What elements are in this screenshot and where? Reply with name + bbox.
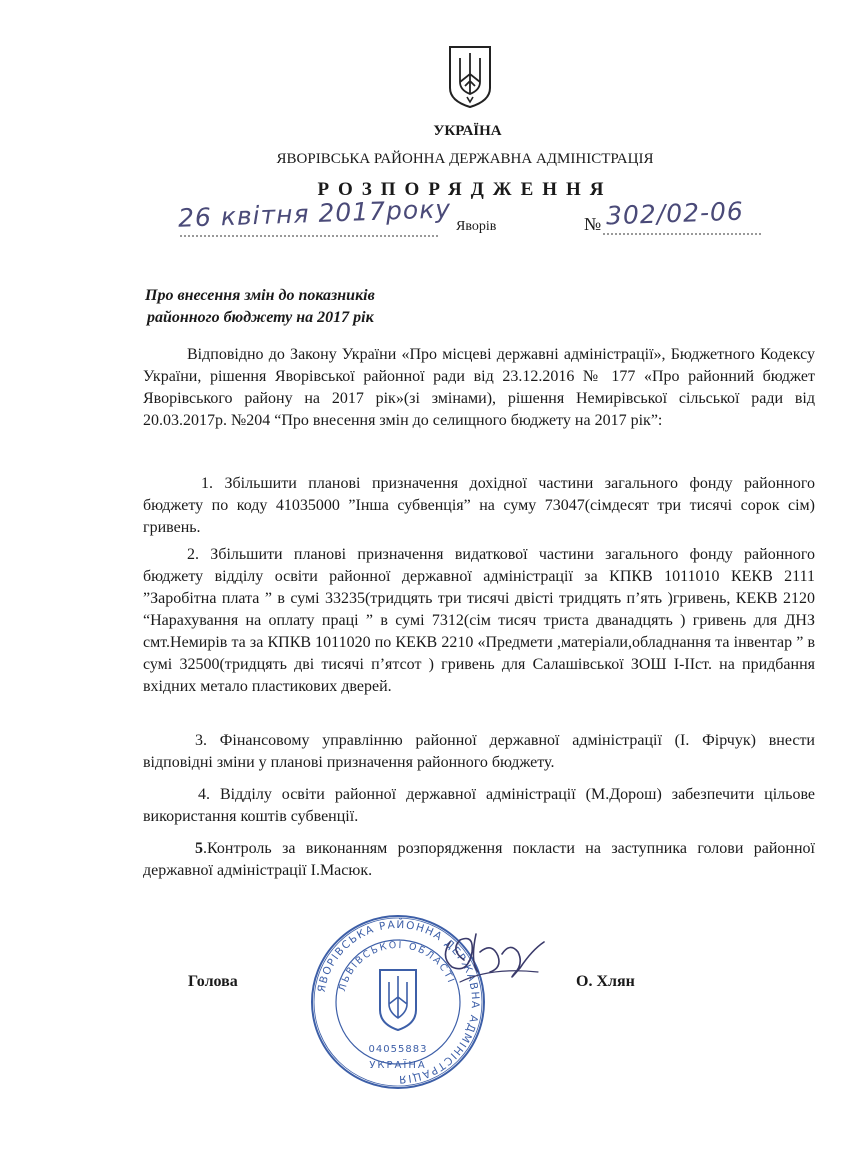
document-place: Яворів xyxy=(456,219,497,234)
item-4-paragraph: 4. Відділу освіти районної державної адміністрації (М.Дорош) забезпечити цільове використання коштів субвенції. xyxy=(143,786,815,825)
signatory-name: О. Хлян xyxy=(576,973,635,990)
handwritten-number: 302/02-06 xyxy=(605,196,745,231)
trident-emblem-icon xyxy=(447,44,493,110)
item-2-paragraph: 2. Збільшити планові призначення видаткової частини загального фонду районного бюджету відділу освіти районної державної адміністрації за КПКВ 1011010 КЕКВ 2111 ”Заробітна плата ” в сумі 33235(тридцять три тисячі двісті тридцять п’ять )гривень, КЕКВ 2120 “Нарахування на оплату праці ” в сумі 7312(сім тисяч триста дванадцять ) гривень для ДНЗ смт.Немирів та за КПКВ 1011020 по КЕКВ 2210 «Предмети ,матеріали,обладнання та інвентар ” в сумі 32500(тридцять дві тисячі п’ятсот ) гривень для Салашівської ЗОШ І-ІІст. на придбання вхідних метало пластикових дверей. xyxy=(143,546,815,695)
stamp-country: УКРАЇНА xyxy=(369,1060,427,1071)
preamble-paragraph: Відповідно до Закону України «Про місцеві державні адміністрації», Бюджетного Кодексу України, рішення Яворівської районної ради від 23.12.2016 № 177 «Про районний бюджет Яворівського району на 2017 рік»(зі змінами), рішення Немирівської сільської ради від 20.03.2017р. №204 “Про внесення змін до селищного бюджету на 2017 рік”: xyxy=(143,346,815,429)
item-5-paragraph xyxy=(143,838,815,882)
date-underline xyxy=(180,233,440,239)
document-title xyxy=(145,285,375,329)
stamp-trident-icon xyxy=(380,970,416,1030)
handwritten-date: 26 квітня 2017року xyxy=(177,194,452,233)
item-3-paragraph: 3. Фінансовому управлінню районної державної адміністрації (І. Фірчук) внести відповідні зміни у планові призначення районного бюджету. xyxy=(143,732,815,771)
signatory-position: Голова xyxy=(188,973,238,990)
item-1-paragraph: 1. Збільшити планові призначення дохідної частини загального фонду районного бюджету по коду 41035000 ”Інша субвенція” на суму 73047(сімдесят три тисячі сорок сім) гривень. xyxy=(143,475,815,536)
administration-heading: ЯВОРІВСЬКА РАЙОННА ДЕРЖАВНА АДМІНІСТРАЦІЯ xyxy=(276,151,654,167)
number-underline xyxy=(603,231,763,237)
item-5-text: .Контроль за виконанням розпорядження покласти на заступника голови районної державної адміністрації І.Масюк. xyxy=(143,840,815,879)
number-sign: № xyxy=(584,214,602,234)
document-type-heading: РОЗПОРЯДЖЕННЯ xyxy=(317,179,613,200)
title-line-1: Про внесення змін до показників xyxy=(145,287,375,304)
stamp-code: 04055883 xyxy=(368,1044,428,1055)
signature-scribble xyxy=(420,912,560,1002)
country-heading: УКРАЇНА xyxy=(433,123,502,139)
item-5-number: 5 xyxy=(195,840,203,857)
stamp-outer-text: ЯВОРІВСЬКА РАЙОННА ДЕРЖАВНА АДМІНІСТРАЦІЯ xyxy=(315,918,482,1086)
stamp-inner-text: ЛЬВІВСЬКОЇ ОБЛАСТІ xyxy=(337,939,457,993)
title-line-2: районного бюджету на 2017 рік xyxy=(147,309,374,326)
